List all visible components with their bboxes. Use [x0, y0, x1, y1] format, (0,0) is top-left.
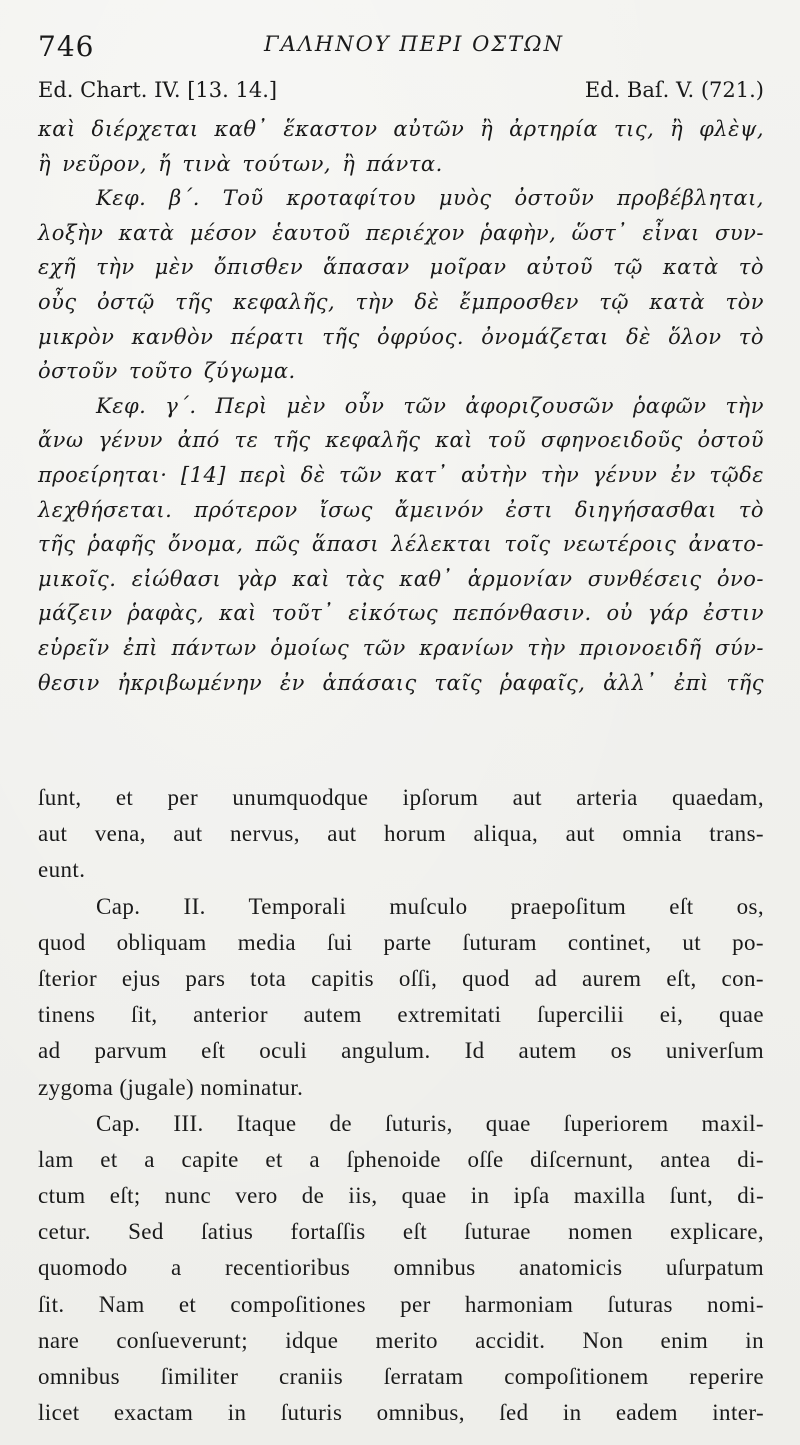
- page-number: 746: [38, 30, 95, 63]
- latin-line: Cap. II. Temporali muſculo praepoſitum eſt os,: [96, 893, 764, 919]
- greek-line: οὖς ὀστῷ τῆς κεφαλῆς, τὴν δὲ ἔμπροσθεν τῷ κατὰ τὸν: [38, 289, 764, 314]
- greek-line: εὑρεῖν ἐπὶ πάντων ὁμοίως τῶν κρανίων τὴν πριονοειδῆ σύν-: [38, 635, 764, 660]
- running-title: ΓΑΛΗΝΟΥ ΠΕΡΙ ΟΣΤΩΝ: [264, 32, 564, 56]
- greek-line: Κεφ. γ΄. Περὶ μὲν οὖν τῶν ἀφοριζουσῶν ῥαφῶν τὴν: [96, 393, 764, 418]
- latin-line: zygoma (jugale) nominatur.: [38, 1074, 304, 1100]
- latin-line: aut vena, aut nervus, aut horum aliqua, aut omnia trans-: [38, 821, 764, 847]
- greek-line: ἢ νεῦρον, ἤ τινὰ τούτων, ἢ πάντα.: [38, 151, 443, 176]
- greek-line: εχῆ τὴν μὲν ὄπισθεν ἅπασαν μοῖραν αὐτοῦ τῷ κατὰ τὸ: [38, 255, 764, 280]
- latin-line: omnibus ſimiliter craniis ſerratam compoſitionem reperire: [38, 1364, 764, 1389]
- edition-basel: Ed. Baſ. V. (721.): [584, 78, 764, 102]
- latin-line: licet exactam in ſuturis omnibus, ſed in eadem inter-: [38, 1400, 764, 1426]
- latin-line: cetur. Sed ſatius fortaſſis eſt ſuturae nomen explicare,: [38, 1219, 764, 1245]
- greek-line: ἄνω γένυν ἀπό τε τῆς κεφαλῆς καὶ τοῦ σφηνοειδοῦς ὀστοῦ: [38, 428, 764, 453]
- greek-line: καὶ διέρχεται καθ᾽ ἕκαστον αὐτῶν ἢ ἀρτηρία τις, ἢ φλὲψ,: [38, 117, 764, 141]
- latin-line: ad parvum eſt oculi angulum. Id autem os univerſum: [38, 1038, 764, 1064]
- latin-line: quomodo a recentioribus omnibus anatomicis uſurpatum: [38, 1255, 764, 1281]
- page-header: [32, 30, 764, 64]
- greek-line: μικρὸν κανθὸν πέρατι τῆς ὀφρύος. ὀνομάζεται δὲ ὅλον τὸ: [38, 324, 764, 349]
- latin-line: quod obliquam media ſui parte ſuturam continet, ut po-: [38, 929, 764, 955]
- greek-line: μάζειν ῥαφὰς, καὶ τοῦτ᾽ εἰκότως πεπόνθασιν. οὐ γάρ ἐστιν: [38, 601, 764, 626]
- greek-line: Κεφ. β΄. Τοῦ κροταφίτου μυὸς ὀστοῦν προβέβληται,: [96, 186, 764, 211]
- greek-text-block: [38, 112, 764, 700]
- latin-line: nare conſueverunt; idque merito accidit. Non enim in: [38, 1327, 764, 1353]
- latin-text-block: [38, 780, 764, 1431]
- edition-chartier: Ed. Chart. IV. [13. 14.]: [38, 78, 278, 102]
- greek-line: λεχθήσεται. πρότερον ἴσως ἄμεινόν ἐστι διηγήσασθαι τὸ: [38, 497, 764, 522]
- latin-line: ſit. Nam et compoſitiones per harmoniam ſuturas nomi-: [38, 1291, 764, 1317]
- latin-line: eunt.: [38, 857, 86, 883]
- greek-line: λοξὴν κατὰ μέσον ἑαυτοῦ περιέχον ῥαφὴν, ὥστ᾽ εἶναι συν-: [38, 220, 764, 245]
- latin-line: ſunt, et per unumquodque ipſorum aut arteria quaedam,: [38, 785, 764, 810]
- greek-line: ὀστοῦν τοῦτο ζύγωμα.: [38, 359, 296, 384]
- latin-line: lam et a capite et a ſphenoide oſſe diſcernunt, antea di-: [38, 1146, 764, 1172]
- latin-line: tinens ſit, anterior autem extremitati ſupercilii ei, quae: [38, 1002, 764, 1028]
- greek-line: τῆς ῥαφῆς ὄνομα, πῶς ἅπασι λέλεκται τοῖς νεωτέροις ἀνατο-: [38, 532, 764, 557]
- latin-line: ctum eſt; nunc vero de iis, quae in ipſa maxilla ſunt, di-: [38, 1183, 764, 1209]
- latin-line: Cap. III. Itaque de ſuturis, quae ſuperiorem maxil-: [96, 1110, 764, 1136]
- edition-references: [38, 78, 764, 108]
- greek-line: μικοῖς. εἰώθασι γὰρ καὶ τὰς καθ᾽ ἁρμονίαν συνθέσεις ὀνο-: [38, 566, 764, 591]
- greek-line: θεσιν ἠκριβωμένην ἐν ἁπάσαις ταῖς ῥαφαῖς, ἀλλ᾽ ἐπὶ τῆς: [38, 670, 764, 695]
- latin-line: ſterior ejus pars tota capitis oſſi, quod ad aurem eſt, con-: [38, 965, 764, 991]
- greek-line: προείρηται· [14] περὶ δὲ τῶν κατ᾽ αὐτὴν τὴν γένυν ἐν τῷδε: [38, 462, 764, 487]
